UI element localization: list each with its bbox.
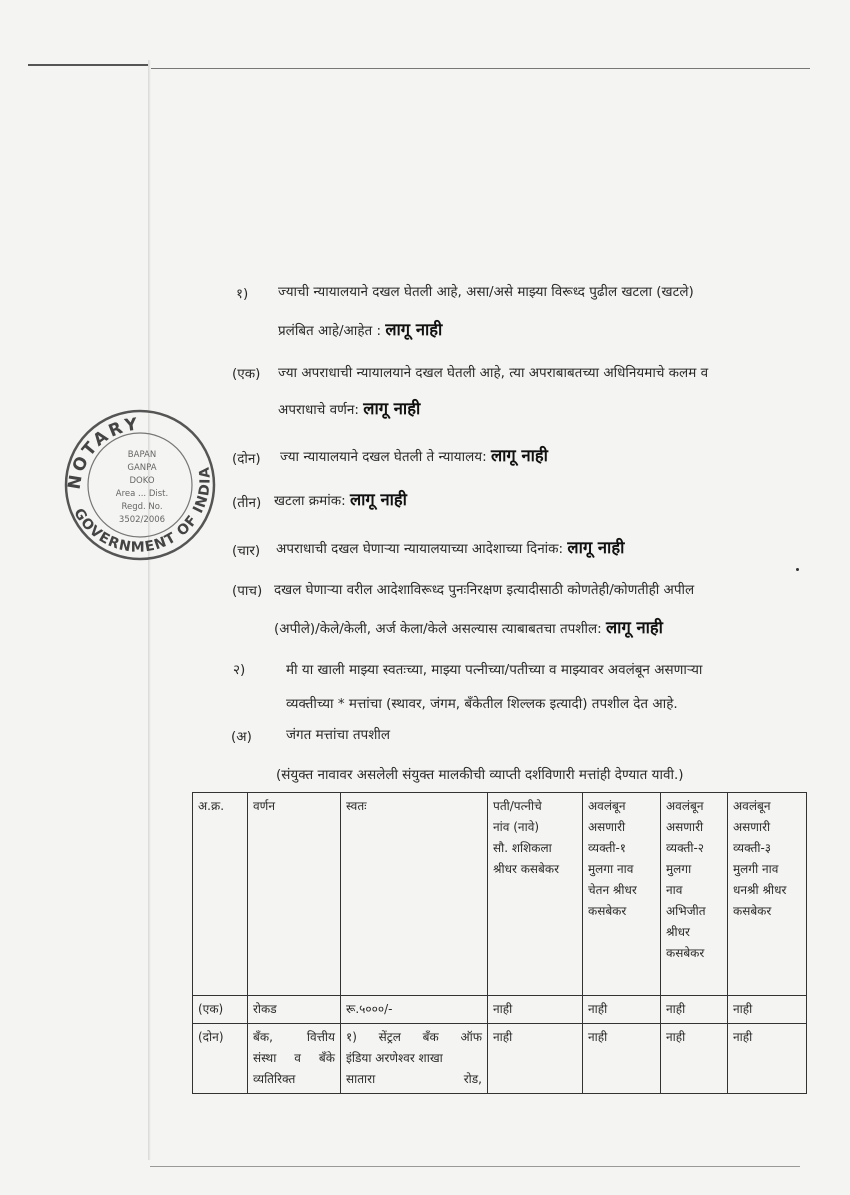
cell-desc [248, 996, 341, 1024]
header-spouse-line: पती/पत्नीचे [493, 799, 542, 813]
section1-number: १) [236, 286, 249, 302]
assets-table [192, 792, 807, 1094]
item-char-value: लागू नाही [567, 538, 625, 557]
stamp-inner-5: Regd. No. [121, 502, 163, 512]
cell-dep1: नाही [583, 1024, 661, 1094]
section1-line2-prefix: प्रलंबित आहे/आहेत : [278, 323, 382, 339]
cell-spouse: नाही [488, 1024, 583, 1094]
stamp-inner-1: BAPAN [127, 450, 157, 460]
item-don-prefix: ज्या न्यायालयाने दखल घेतली ते न्यायालय: [280, 449, 487, 465]
header-dep1-line: व्यक्ती-१ [588, 841, 627, 855]
header-spouse-line: सौ. शशिकला [493, 841, 552, 855]
item-pach-value: लागू नाही [605, 618, 663, 637]
item-teen-value: लागू नाही [349, 490, 407, 509]
item-pach-number: (पाच) [232, 583, 263, 599]
cell-dep3: नाही [728, 996, 807, 1024]
item-pach-line2 [274, 618, 663, 638]
item-char-line [276, 538, 624, 558]
header-dep2-line: मुलगा [666, 862, 692, 876]
cell-self-line: सातारा रोड, [346, 1072, 482, 1086]
section2-number: २) [233, 662, 246, 678]
header-desc-text: वर्णन [253, 799, 276, 813]
item-char-prefix: अपराधाची दखल घेणाऱ्या न्यायालयाच्या आदेशाच्या दिनांक: [276, 541, 564, 557]
header-desc [248, 793, 341, 996]
table-row [193, 1024, 807, 1094]
header-dep1 [583, 793, 661, 996]
cell-sr: (दोन) [193, 1024, 248, 1094]
cell-dep2: नाही [661, 1024, 728, 1094]
header-dep1-line: अवलंबून [588, 799, 626, 813]
header-dep2-line: व्यक्ती-२ [666, 841, 705, 855]
item-ek-number: (एक) [232, 366, 261, 382]
stamp-top-text: NOTARY [64, 414, 142, 491]
header-dep3-line: धनश्री श्रीधर [733, 883, 787, 897]
item-teen-number: (तीन) [232, 495, 262, 511]
header-dep3 [728, 793, 807, 996]
cell-desc-line: व्यतिरिक्त [253, 1072, 296, 1086]
cell-self-line: इंडिया अरणेश्वर शाखा [346, 1051, 443, 1065]
item-ek-line2-prefix: अपराधाचे वर्णन: [278, 402, 359, 418]
header-spouse [488, 793, 583, 996]
cell-spouse: नाही [488, 996, 583, 1024]
item-don-value: लागू नाही [490, 446, 548, 465]
item-don-line [280, 446, 548, 466]
cell-self [341, 1024, 488, 1094]
item-ek-line1: ज्या अपराधाची न्यायालयाने दखल घेतली आहे, त्या अपराबाबतच्या अधिनियमाचे कलम व [278, 365, 709, 381]
table-header-row [193, 793, 807, 996]
header-spouse-line: नांव (नावे) [493, 820, 540, 834]
item-teen-line [274, 490, 407, 510]
item-char-number: (चार) [232, 543, 261, 559]
bottom-rule [150, 1166, 800, 1167]
ink-dot [796, 568, 799, 571]
item-don-number: (दोन) [232, 451, 261, 467]
section1-line1: ज्याची न्यायालयाने दखल घेतली आहे, असा/असे माझ्या विरूध्द पुढील खटला (खटले) [278, 284, 694, 300]
header-dep2-line: असणारी [666, 820, 704, 834]
section-a-note: (संयुक्त नावावर असलेली संयुक्त मालकीची व्याप्ती दर्शविणारी मत्तांही देण्यात यावी.) [276, 767, 684, 783]
header-dep2-line: अभिजीत [666, 904, 706, 918]
header-sr [193, 793, 248, 996]
section-a-title: जंगत मत्तांचा तपशील [286, 727, 391, 743]
header-dep3-line: असणारी [733, 820, 771, 834]
header-dep2 [661, 793, 728, 996]
section1-value: लागू नाही [385, 320, 443, 339]
cell-sr: (एक) [193, 996, 248, 1024]
header-self-text: स्वतः [346, 799, 367, 813]
table-row [193, 996, 807, 1024]
cell-desc-line: रोकड [253, 1002, 277, 1016]
cell-dep3: नाही [728, 1024, 807, 1094]
header-dep1-line: मुलगा नाव [588, 862, 634, 876]
header-dep2-line: कसबेकर [666, 946, 705, 960]
item-pach-line1: दखल घेणाऱ्या वरील आदेशाविरूध्द पुनःनिरक्षण इत्यादीसाठी कोणतेही/कोणतीही अपील [274, 582, 695, 598]
section2-line1: मी या खाली माझ्या स्वतःच्या, माझ्या पत्नीच्या/पतीच्या व माझ्यावर अवलंबून असणाऱ्या [286, 662, 703, 678]
header-dep3-line: कसबेकर [733, 904, 772, 918]
header-dep3-line: अवलंबून [733, 799, 771, 813]
cell-desc [248, 1024, 341, 1094]
notary-stamp [58, 395, 218, 565]
stamp-inner-6: 3502/2006 [118, 515, 166, 525]
header-sr-text: अ.क्र. [198, 799, 225, 813]
header-dep1-line: चेतन श्रीधर [588, 883, 637, 897]
header-dep3-line: मुलगी नाव [733, 862, 779, 876]
stamp-inner-2: GANPA [127, 463, 157, 473]
scan-edge [148, 60, 151, 1160]
top-rule-right [150, 68, 810, 69]
top-rule-left [28, 64, 148, 66]
stamp-inner-3: DOKO [129, 476, 155, 486]
stamp-bottom-text: GOVERNMENT OF INDIA [70, 465, 214, 556]
item-ek-value: लागू नाही [363, 399, 421, 418]
header-dep2-line: अवलंबून [666, 799, 704, 813]
cell-desc-line: बँक, वित्तीय [253, 1030, 335, 1044]
header-dep1-line: असणारी [588, 820, 626, 834]
stamp-inner-4: Area ... Dist. [115, 489, 169, 499]
header-dep2-line: नाव [666, 883, 683, 897]
header-dep2-line: श्रीधर [666, 925, 690, 939]
item-teen-prefix: खटला क्रमांक: [274, 493, 346, 509]
cell-desc-line: संस्था व बँके [253, 1051, 335, 1065]
cell-self-line: १) सेंट्रल बँक ऑफ [346, 1030, 482, 1044]
item-ek-line2 [278, 399, 420, 419]
header-spouse-line: श्रीधर कसबेकर [493, 862, 560, 876]
section1-line2 [278, 320, 442, 340]
cell-dep1: नाही [583, 996, 661, 1024]
header-self [341, 793, 488, 996]
cell-dep2: नाही [661, 996, 728, 1024]
section-a-number: (अ) [231, 729, 252, 745]
cell-self [341, 996, 488, 1024]
header-dep1-line: कसबेकर [588, 904, 627, 918]
section2-line2: व्यक्तीच्या * मत्तांचा (स्थावर, जंगम, बँकेतील शिल्लक इत्यादी) तपशील देत आहे. [286, 696, 678, 712]
item-pach-line2-prefix: (अपीले)/केले/केली, अर्ज केला/केले असल्यास त्याबाबतचा तपशील: [274, 621, 602, 637]
cell-self-line: रू.५०००/- [346, 1002, 393, 1016]
header-dep3-line: व्यक्ती-३ [733, 841, 772, 855]
